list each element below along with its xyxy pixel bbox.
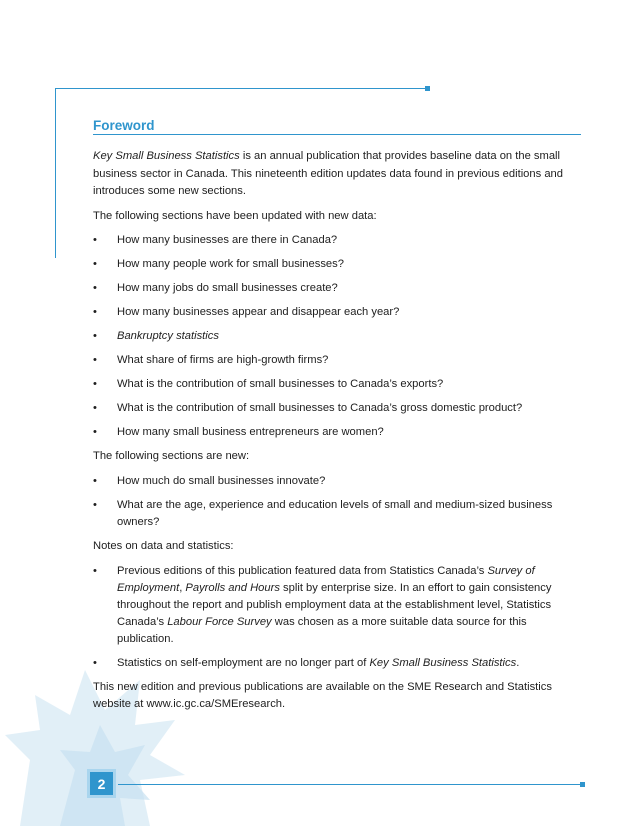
note-text: was chosen as a more suitable data source for this publication. — [117, 615, 527, 645]
list-item — [93, 256, 581, 273]
list-item — [93, 400, 581, 417]
bullet: • — [93, 498, 97, 511]
page-number: 2 — [87, 769, 116, 798]
note-survey-title: Survey of Employment — [117, 564, 535, 594]
list-item-text: How much do small businesses innovate? — [117, 474, 326, 487]
list-item — [93, 232, 581, 249]
updated-sections-list — [93, 232, 581, 441]
note-text: , — [179, 581, 186, 594]
frame-top-rule — [55, 88, 427, 89]
bullet: • — [93, 330, 97, 343]
note-publication-title: Key Small Business Statistics — [369, 656, 517, 669]
list-item-text: How many businesses appear and disappear each year? — [117, 306, 400, 319]
list-item — [93, 473, 581, 490]
bullet: • — [93, 426, 97, 439]
note-survey-title: Payrolls and Hours — [185, 581, 280, 594]
list-item-text: How many people work for small businesses? — [117, 258, 344, 271]
section-heading: Foreword — [93, 118, 581, 135]
closing-paragraph: This new edition and previous publications are available on the SME Research and Statistics website at www.ic.gc.ca/SMEresearch. — [93, 680, 552, 711]
note-text: Statistics on self-employment are no longer part of — [117, 656, 370, 669]
list-item — [93, 376, 581, 393]
foreword-content — [93, 118, 581, 721]
note-survey-title: Labour Force Survey — [167, 615, 272, 628]
bullet: • — [93, 656, 97, 669]
list-item — [93, 563, 581, 648]
list-item-text: How many jobs do small businesses create? — [117, 282, 338, 295]
bullet: • — [93, 474, 97, 487]
list-item — [93, 424, 581, 441]
frame-bottom-rule — [118, 784, 580, 785]
bullet: • — [93, 564, 97, 577]
frame-left-rule — [55, 88, 56, 258]
note-text: Previous editions of this publication featured data from Statistics Canada’s — [117, 564, 488, 577]
bullet: • — [93, 234, 97, 247]
intro-text: is an annual publication that provides baseline data on the small business sector in Canada. This nineteenth edition updates data found in previous editions and introduces some new sections. — [93, 150, 563, 198]
bullet: • — [93, 258, 97, 271]
new-sections-list — [93, 473, 581, 531]
list-item — [93, 328, 581, 345]
frame-bottom-marker — [580, 782, 585, 787]
new-sections-intro: The following sections are new: — [93, 450, 250, 463]
list-item — [93, 497, 581, 531]
list-item — [93, 352, 581, 369]
list-item-text: What is the contribution of small businesses to Canada’s gross domestic product? — [117, 402, 523, 415]
list-item-text: What is the contribution of small businesses to Canada’s exports? — [117, 378, 444, 391]
bullet: • — [93, 354, 97, 367]
note-text: split by enterprise size. In an effort to gain consistency throughout the report and publish employment data at the establishment level, Statistics Canada’s — [117, 581, 552, 628]
updated-sections-intro: The following sections have been updated with new data: — [93, 209, 377, 222]
list-item-text: What are the age, experience and education levels of small and medium-sized business owners? — [117, 498, 553, 528]
note-text: . — [516, 656, 520, 669]
intro-title: Key Small Business Statistics — [93, 150, 240, 162]
list-item-text: Bankruptcy statistics — [117, 330, 219, 343]
list-item — [93, 280, 581, 297]
list-item — [93, 304, 581, 321]
list-item-text: How many businesses are there in Canada? — [117, 234, 338, 247]
bullet: • — [93, 282, 97, 295]
list-item-text: What share of firms are high-growth firms? — [117, 354, 329, 367]
bullet: • — [93, 378, 97, 391]
frame-top-marker — [425, 86, 430, 91]
bullet: • — [93, 402, 97, 415]
notes-list — [93, 563, 581, 672]
list-item — [93, 655, 581, 672]
intro-paragraph — [93, 148, 581, 201]
list-item-text: How many small business entrepreneurs are women? — [117, 426, 384, 439]
notes-intro: Notes on data and statistics: — [93, 539, 234, 552]
bullet: • — [93, 306, 97, 319]
